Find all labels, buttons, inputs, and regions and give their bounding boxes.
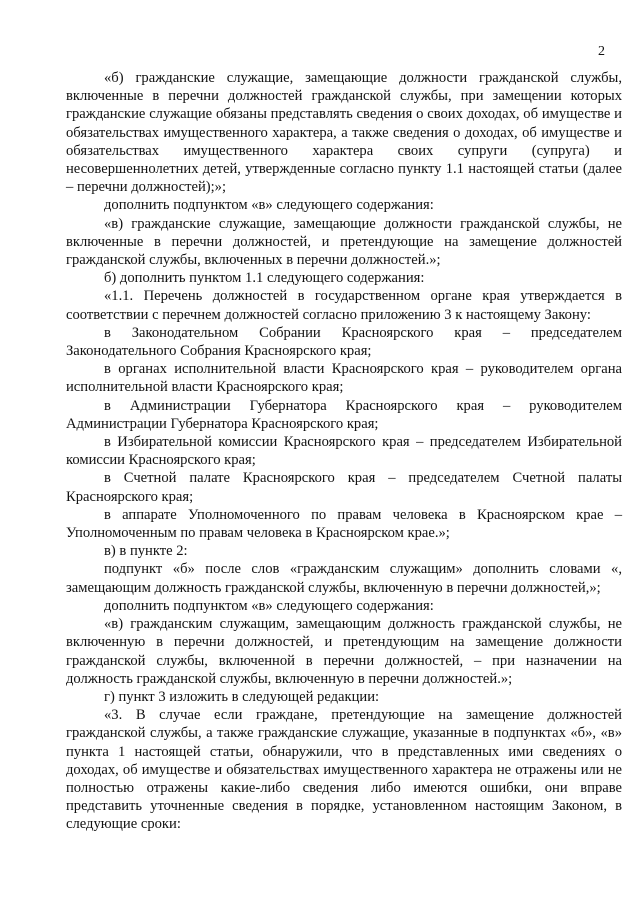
paragraph: в аппарате Уполномоченного по правам человека в Красноярском крае – Уполномоченным по правам человека в Красноярском крае.»; — [66, 506, 622, 542]
document-body — [66, 69, 622, 834]
paragraph: «3. В случае если граждане, претендующие на замещение должностей гражданской службы, а также гражданские служащие, указанные в подпунктах «б», «в» пункта 1 настоящей статьи, обнаружили, что в представленных ими сведениях о доходах, об имуществе и обязательствах имущественного характера не отражены или не полностью отражены какие-либо сведения либо имеются ошибки, они вправе представить уточненные сведения в порядке, установленном настоящим Законом, в следующие сроки: — [66, 707, 622, 833]
paragraph: «1.1. Перечень должностей в государственном органе края утверждается в соответствии с перечнем должностей согласно приложению 3 к настоящему Закону: — [66, 288, 622, 323]
paragraph: в Администрации Губернатора Красноярского края – руководителем Администрации Губернатора Красноярского края; — [66, 397, 622, 432]
paragraph: в) в пункте 2: — [104, 543, 188, 560]
paragraph: в органах исполнительной власти Красноярского края – руководителем органа исполнительной власти Красноярского края; — [66, 361, 622, 396]
page-number: 2 — [598, 44, 605, 59]
paragraph: в Избирательной комиссии Красноярского края – председателем Избирательной комиссии Красноярского края; — [66, 434, 622, 469]
paragraph: «в) гражданским служащим, замещающим должность гражданской службы, не включенную в перечни должностей, и претендующим на замещение должности гражданской службы, включенной в перечни должностей, – при назначении на должность гражданской службы, включенную в перечни должностей.»; — [66, 616, 622, 687]
paragraph: «б) гражданские служащие, замещающие должности гражданской службы, включенные в перечни должностей гражданской службы, при замещении которых гражданские служащие обязаны представлять сведения о своих доходах, об имуществе и обязательствах имущественного характера, а также сведения о доходах, об имуществе и обязательствах имущественного характера своих супруги (супруга) и несовершеннолетних детей, утвержденные согласно пункту 1.1 настоящей статьи (далее – перечни должностей);»; — [66, 70, 622, 196]
paragraph: г) пункт 3 изложить в следующей редакции: — [104, 688, 380, 705]
paragraph: «в) гражданские служащие, замещающие должности гражданской службы, не включенные в перечни должностей, и претендующие на замещение должностей гражданской службы, включенных в перечни должностей.»; — [66, 215, 622, 269]
paragraph: в Законодательном Собрании Красноярского края – председателем Законодательного Собрания Красноярского края; — [66, 324, 622, 360]
paragraph: в Счетной палате Красноярского края – председателем Счетной палаты Красноярского края; — [66, 470, 622, 505]
paragraph: дополнить подпунктом «в» следующего содержания: — [104, 597, 434, 614]
paragraph: подпункт «б» после слов «гражданским служащим» дополнить словами «, замещающим должность гражданской службы, включенную в перечни должностей,»; — [66, 561, 622, 596]
paragraph: б) дополнить пунктом 1.1 следующего содержания: — [104, 270, 425, 287]
paragraph: дополнить подпунктом «в» следующего содержания: — [104, 197, 434, 214]
